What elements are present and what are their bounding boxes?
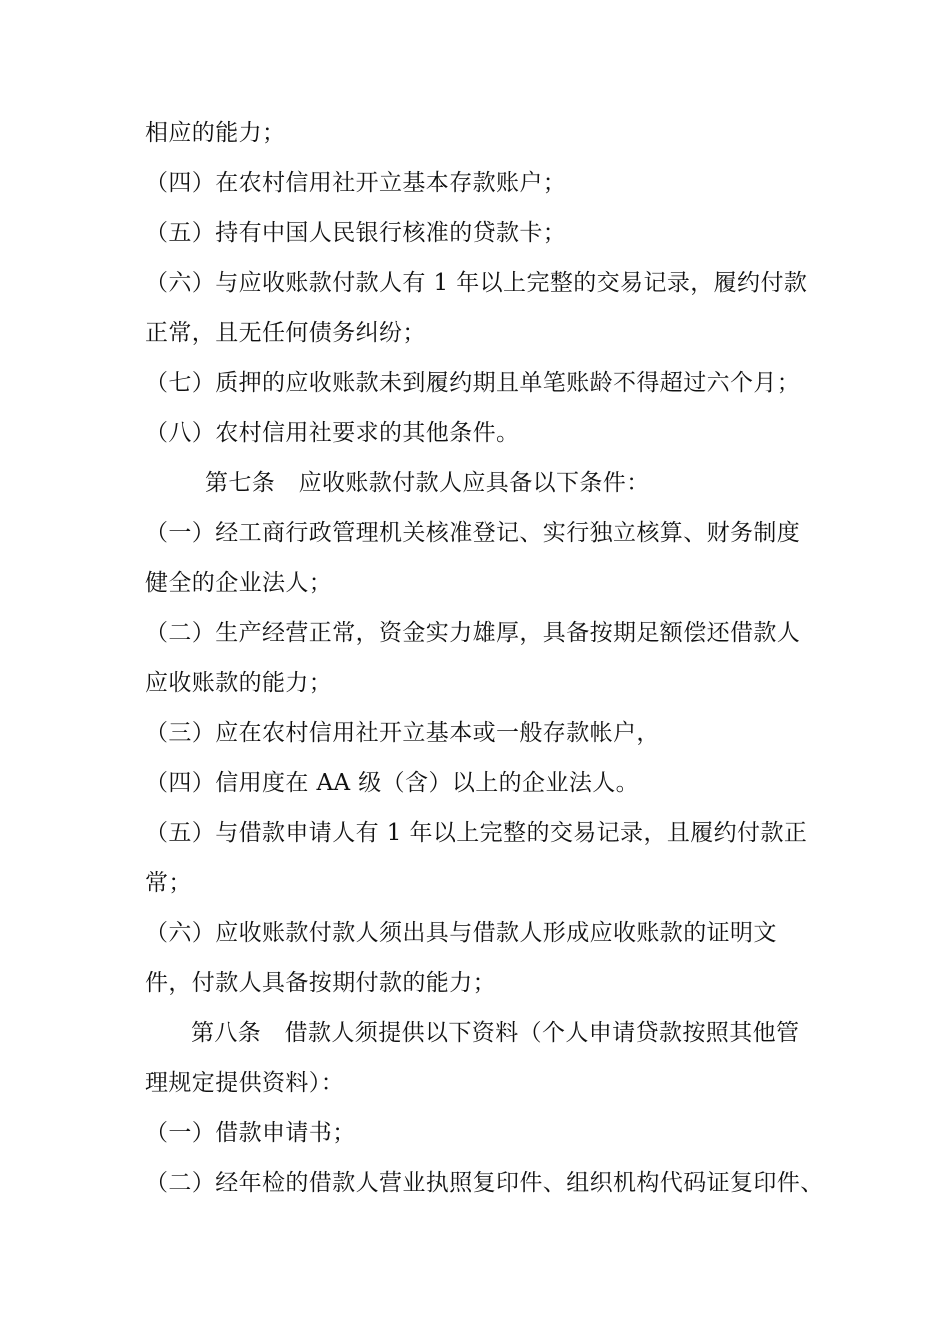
article-heading: 第七条 应收账款付款人应具备以下条件：: [205, 470, 650, 496]
text-line: 相应的能力；: [145, 120, 286, 146]
text-line: （一）经工商行政管理机关核准登记、实行独立核算、财务制度: [145, 520, 801, 546]
text-line: （一）借款申请书；: [145, 1120, 356, 1146]
text-line: （四）信用度在 AA 级（含）以上的企业法人。: [145, 770, 640, 796]
text-line: （五）持有中国人民银行核准的贷款卡；: [145, 220, 567, 246]
text-line: （八）农村信用社要求的其他条件。: [145, 420, 520, 446]
text-line: 件，付款人具备按期付款的能力；: [145, 970, 496, 996]
article-heading: 第八条 借款人须提供以下资料（个人申请贷款按照其他管: [191, 1020, 800, 1046]
text-line: （七）质押的应收账款未到履约期且单笔账龄不得超过六个月；: [145, 370, 801, 396]
text-line: （四）在农村信用社开立基本存款账户；: [145, 170, 567, 196]
text-line: 正常，且无任何债务纠纷；: [145, 320, 426, 346]
text-line: 应收账款的能力；: [145, 670, 333, 696]
text-line: （二）生产经营正常，资金实力雄厚，具备按期足额偿还借款人: [145, 620, 801, 646]
text-line: （六）应收账款付款人须出具与借款人形成应收账款的证明文: [145, 920, 777, 946]
text-line: 常；: [145, 870, 192, 896]
text-line: 健全的企业法人；: [145, 570, 333, 596]
text-line: （六）与应收账款付款人有 1 年以上完整的交易记录，履约付款: [145, 270, 808, 296]
text-line: （二）经年检的借款人营业执照复印件、组织机构代码证复印件、: [145, 1170, 824, 1196]
text-line: （五）与借款申请人有 1 年以上完整的交易记录，且履约付款正: [145, 820, 808, 846]
text-line: （三）应在农村信用社开立基本或一般存款帐户，: [145, 720, 660, 746]
document-body: [145, 108, 824, 1208]
text-line: 理规定提供资料）：: [145, 1070, 345, 1096]
